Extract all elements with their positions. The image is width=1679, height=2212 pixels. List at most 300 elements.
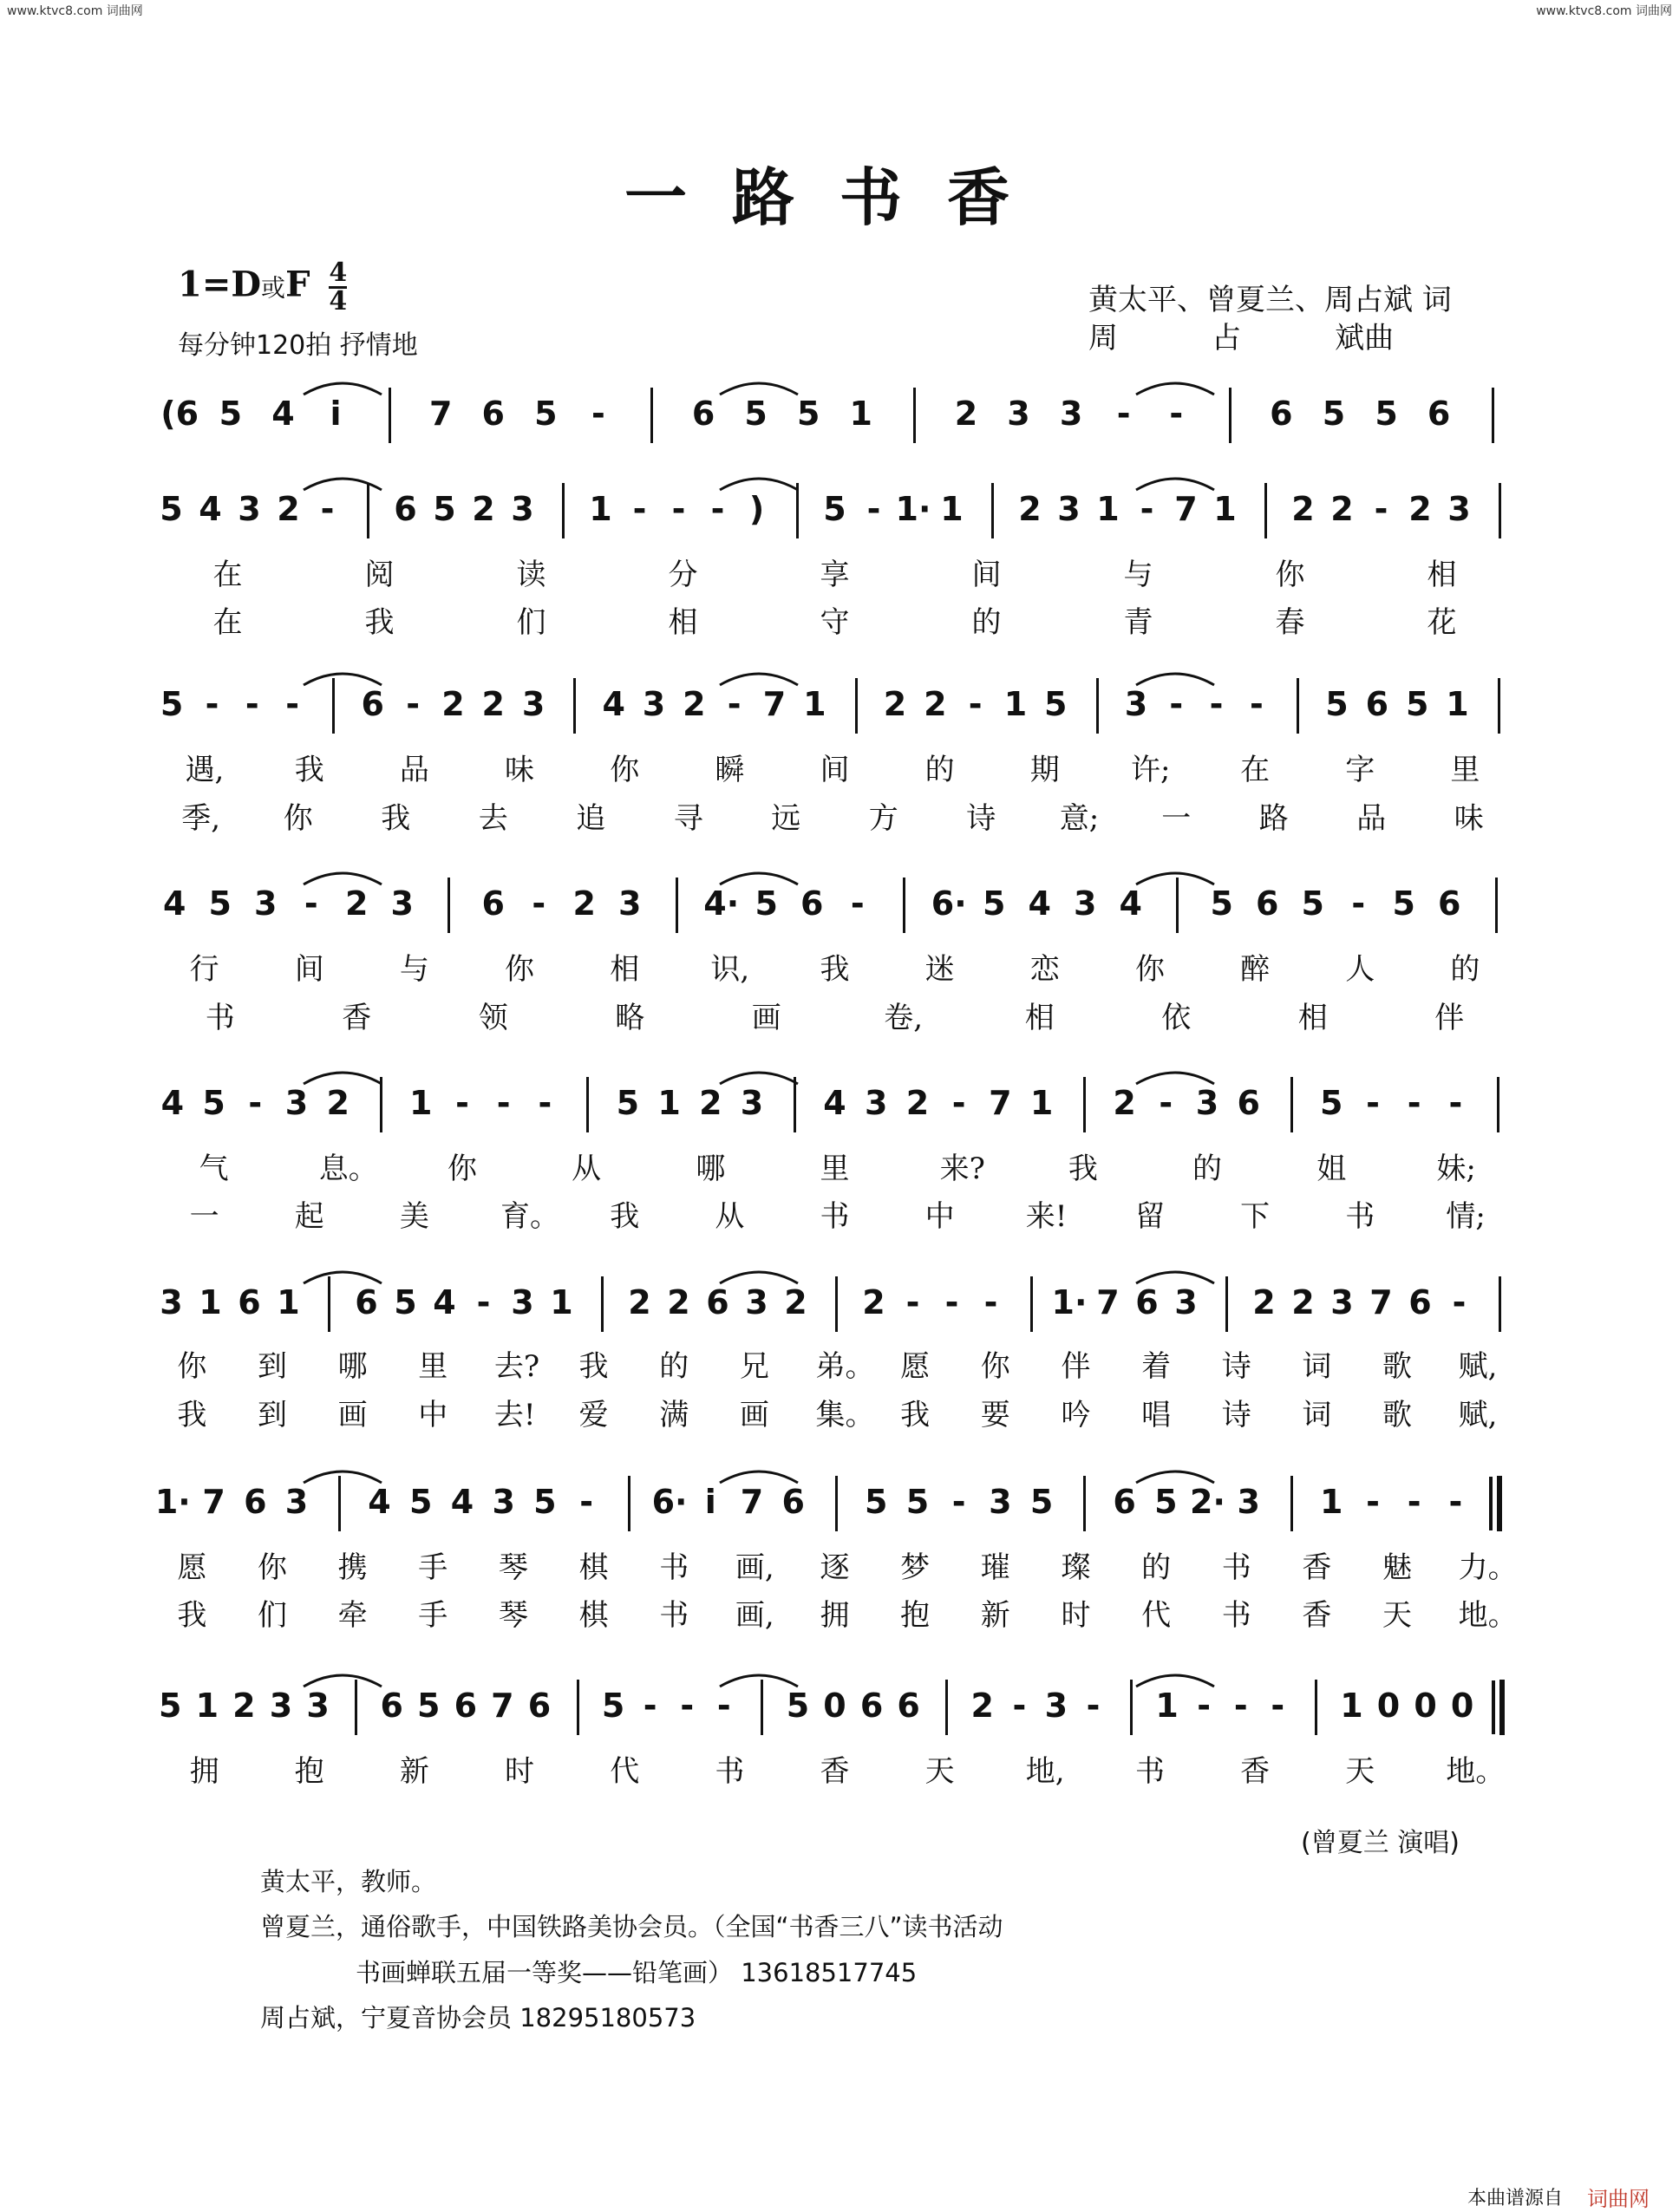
lyric-syllable: 识, bbox=[710, 952, 750, 987]
note: 5 bbox=[533, 1483, 557, 1521]
lyric-syllable: 品 bbox=[399, 753, 429, 787]
lyric-syllable: 我 bbox=[900, 1398, 931, 1432]
lyric-syllable: 一 bbox=[189, 1199, 219, 1234]
lyric-syllable: 赋, bbox=[1458, 1349, 1498, 1384]
lyric-syllable: 春 bbox=[1275, 605, 1305, 640]
lyric-syllable: 青 bbox=[1123, 605, 1153, 640]
lyric-syllable: 来? bbox=[939, 1152, 985, 1186]
note: 5 bbox=[1029, 1483, 1054, 1521]
lyric-syllable: 从 bbox=[572, 1152, 602, 1186]
lyric-syllable: 伴 bbox=[1061, 1349, 1091, 1384]
notation-symbol: - bbox=[538, 1084, 552, 1122]
note: 5 bbox=[983, 884, 1006, 923]
note: 5 bbox=[417, 1687, 441, 1725]
lyric-syllable: 地, bbox=[1025, 1754, 1065, 1789]
lyric-syllable: 人 bbox=[1345, 952, 1375, 987]
lyric-syllable: 拥 bbox=[820, 1598, 850, 1633]
lyric-syllable: 中 bbox=[418, 1398, 448, 1432]
lyric-syllable: 们 bbox=[516, 605, 546, 640]
note: 6 bbox=[1113, 1483, 1136, 1521]
note: 5 bbox=[394, 1283, 417, 1321]
note: 2 bbox=[1330, 490, 1354, 528]
source-label: 本曲谱源自 bbox=[1467, 2188, 1564, 2209]
notation-symbol: - bbox=[1351, 884, 1366, 923]
note: 3 bbox=[989, 1483, 1012, 1521]
lyric-syllable: 美 bbox=[399, 1199, 429, 1234]
watermark-right: www.ktvc8.com 词曲网 bbox=[1536, 4, 1672, 18]
note: 4 bbox=[160, 1084, 185, 1122]
notation-symbol: - bbox=[1366, 1483, 1380, 1521]
note: 5 bbox=[219, 395, 243, 433]
note: 1 bbox=[550, 1283, 573, 1321]
lyric-syllable: 代 bbox=[610, 1754, 640, 1789]
note: 7 bbox=[491, 1687, 514, 1725]
key-alt: F bbox=[285, 264, 310, 305]
lyric-syllable: 姐 bbox=[1316, 1152, 1347, 1186]
notation-symbol: - bbox=[1197, 1687, 1212, 1725]
note: 3 bbox=[740, 1084, 764, 1122]
note: 3 bbox=[511, 1283, 534, 1321]
note: 5 bbox=[408, 1483, 433, 1521]
note: 2 bbox=[441, 685, 465, 723]
notation-symbol: - bbox=[1012, 1687, 1027, 1725]
notation-symbol: - bbox=[245, 685, 259, 723]
lyric-syllable: 相 bbox=[610, 952, 640, 987]
note: 7 bbox=[1174, 490, 1198, 528]
note: 7 bbox=[1096, 1283, 1120, 1321]
lyric-syllable: 魅 bbox=[1382, 1550, 1413, 1585]
note: 2 bbox=[572, 884, 596, 923]
notation-symbol: - bbox=[983, 1283, 998, 1321]
lyric-syllable: 书 bbox=[1221, 1550, 1251, 1585]
lyric-syllable: 我 bbox=[177, 1398, 207, 1432]
slur-marks bbox=[147, 1664, 1535, 1690]
note: 3 bbox=[1074, 884, 1097, 923]
lyric-syllable: 香 bbox=[1302, 1598, 1332, 1633]
lyric-syllable: 来! bbox=[1025, 1199, 1068, 1234]
note: 6 bbox=[394, 490, 417, 528]
note: 4 bbox=[602, 685, 625, 723]
lyric-syllable: 天 bbox=[924, 1754, 955, 1789]
note: 6 bbox=[238, 1283, 261, 1321]
lyric-syllable: 天 bbox=[1382, 1598, 1413, 1633]
lyrics-line bbox=[147, 1145, 1535, 1186]
song-title: 一路书香 bbox=[624, 160, 1055, 234]
notation-symbol: - bbox=[285, 685, 300, 723]
note: 5 bbox=[160, 490, 183, 528]
lyrics-line bbox=[147, 1342, 1535, 1384]
lyric-syllable: 里 bbox=[1450, 753, 1480, 787]
note: 4 bbox=[199, 490, 222, 528]
notation-system bbox=[147, 1687, 1535, 1756]
lyric-syllable: 与 bbox=[1123, 558, 1153, 592]
note: 4 bbox=[271, 395, 295, 433]
note: 2 bbox=[1291, 1283, 1315, 1321]
note: 6 bbox=[691, 395, 715, 433]
lyric-syllable: 地。 bbox=[1458, 1598, 1518, 1633]
lyric-syllable: 集。 bbox=[815, 1398, 875, 1432]
lyric-syllable: 棋 bbox=[578, 1598, 609, 1633]
notation-symbol: - bbox=[320, 490, 335, 528]
tempo-marking: 每分钟120拍 抒情地 bbox=[178, 330, 418, 361]
lyric-syllable: 的 bbox=[971, 605, 1002, 640]
notation-symbol: - bbox=[1169, 395, 1184, 433]
lyric-syllable: 去 bbox=[478, 801, 508, 836]
slur-marks bbox=[147, 862, 1535, 888]
key-signature bbox=[178, 260, 347, 315]
lyric-syllable: 息。 bbox=[318, 1152, 378, 1186]
note: 4· bbox=[703, 884, 740, 923]
lyric-syllable: 下 bbox=[1240, 1199, 1271, 1234]
lyric-syllable: 我 bbox=[820, 952, 850, 987]
key-label: 1=D bbox=[178, 264, 262, 305]
note: 7 bbox=[1369, 1283, 1393, 1321]
lyric-syllable: 一 bbox=[1161, 801, 1192, 836]
note: 6 bbox=[1365, 685, 1389, 723]
note: 3 bbox=[160, 1283, 183, 1321]
notation-symbol: - bbox=[710, 490, 725, 528]
note: 3 bbox=[1059, 395, 1083, 433]
notation-symbol: - bbox=[1374, 490, 1388, 528]
lyric-syllable: 字 bbox=[1345, 753, 1375, 787]
lyric-syllable: 天 bbox=[1345, 1754, 1375, 1789]
lyric-syllable: 相 bbox=[1427, 558, 1457, 592]
note: 5 bbox=[1325, 685, 1349, 723]
note: 7 bbox=[202, 1483, 225, 1521]
note: 3 bbox=[511, 490, 534, 528]
note: 3 bbox=[1237, 1483, 1260, 1521]
note: 5 bbox=[433, 490, 456, 528]
lyric-syllable: 妹; bbox=[1436, 1152, 1476, 1186]
lyrics-line bbox=[147, 1543, 1535, 1585]
lyric-syllable: 携 bbox=[337, 1550, 368, 1585]
note: 3 bbox=[1057, 490, 1081, 528]
note: 6 bbox=[1438, 884, 1461, 923]
lyric-syllable: 书 bbox=[1221, 1598, 1251, 1633]
lyric-syllable: 哪 bbox=[337, 1349, 368, 1384]
footer-line: 书画蝉联五届一等奖——铅笔画） 13618517745 bbox=[356, 1958, 918, 1987]
lyric-syllable: 书 bbox=[820, 1199, 850, 1234]
lyric-syllable: 相 bbox=[1297, 1001, 1328, 1035]
note: 2 bbox=[1408, 490, 1432, 528]
source-brand: 词曲网 bbox=[1587, 2187, 1650, 2211]
lyric-syllable: 许; bbox=[1130, 753, 1171, 787]
notation-symbol: - bbox=[632, 490, 647, 528]
lyric-syllable: 香 bbox=[342, 1001, 372, 1035]
lyric-syllable: 方 bbox=[868, 801, 898, 836]
notation-symbol: - bbox=[1271, 1687, 1285, 1725]
lyric-syllable: 你 bbox=[1275, 558, 1305, 592]
lyric-syllable: 去? bbox=[493, 1349, 540, 1384]
note: 5 bbox=[160, 685, 184, 723]
note: 2 bbox=[472, 490, 495, 528]
lyric-syllable: 到 bbox=[257, 1349, 287, 1384]
lyric-syllable: 在 bbox=[212, 558, 243, 592]
note: 6 bbox=[1237, 1084, 1260, 1122]
note: 1 bbox=[657, 1084, 681, 1122]
notation-symbol: - bbox=[716, 1687, 731, 1725]
lyric-syllable: 你 bbox=[505, 952, 535, 987]
note: 4 bbox=[433, 1283, 456, 1321]
note: 2 bbox=[905, 1084, 930, 1122]
lyric-syllable: 卷, bbox=[884, 1001, 924, 1035]
note: 6 bbox=[355, 1283, 378, 1321]
notation-symbol: - bbox=[1086, 1687, 1101, 1725]
lyric-syllable: 相 bbox=[1024, 1001, 1055, 1035]
lyric-syllable: 中 bbox=[924, 1199, 955, 1234]
lyric-syllable: 的 bbox=[924, 753, 955, 787]
note: 4 bbox=[163, 884, 186, 923]
lyric-syllable: 你 bbox=[257, 1550, 287, 1585]
note: 3 bbox=[864, 1084, 888, 1122]
lyric-syllable: 地。 bbox=[1446, 1754, 1506, 1789]
notation-symbol: - bbox=[476, 1283, 491, 1321]
notation-system bbox=[147, 1483, 1535, 1552]
composer-credit: 周 占 斌曲 bbox=[1088, 321, 1395, 356]
note: 3 bbox=[1447, 490, 1471, 528]
lyric-syllable: 育。 bbox=[500, 1199, 560, 1234]
note: 5 bbox=[601, 1687, 625, 1725]
lyric-syllable: 我 bbox=[294, 753, 324, 787]
lyric-syllable: 间 bbox=[971, 558, 1002, 592]
note: 5 bbox=[1154, 1483, 1178, 1521]
lyric-syllable: 从 bbox=[715, 1199, 745, 1234]
lyric-syllable: 吟 bbox=[1061, 1398, 1091, 1432]
notation-symbol: - bbox=[1448, 1084, 1463, 1122]
notation-symbol: - bbox=[248, 1084, 263, 1122]
note: 6 bbox=[800, 884, 824, 923]
lyric-syllable: 力。 bbox=[1458, 1550, 1518, 1585]
note: 1 bbox=[277, 1283, 300, 1321]
notation-system bbox=[147, 490, 1535, 559]
note: 5 bbox=[1301, 884, 1324, 923]
lyric-syllable: 愿 bbox=[900, 1349, 931, 1384]
note: 2 bbox=[924, 685, 947, 723]
note: 7 bbox=[740, 1483, 764, 1521]
note: 2 bbox=[667, 1283, 690, 1321]
note: 2 bbox=[345, 884, 369, 923]
slur-marks bbox=[147, 1061, 1535, 1087]
time-signature-bottom: 4 bbox=[329, 286, 348, 316]
note: 5 bbox=[202, 1084, 225, 1122]
note: 1 bbox=[849, 395, 872, 433]
note: 6 bbox=[1256, 884, 1279, 923]
notation-symbol: - bbox=[1448, 1483, 1463, 1521]
note: 5 bbox=[1392, 884, 1415, 923]
lyrics-line bbox=[147, 1391, 1535, 1432]
lyric-syllable: 诗 bbox=[966, 801, 996, 836]
notation-symbol: - bbox=[455, 1084, 469, 1122]
notation-symbol: - bbox=[1169, 685, 1184, 723]
note: 3 bbox=[390, 884, 414, 923]
notation-symbol: - bbox=[905, 1283, 920, 1321]
note: 3 bbox=[254, 884, 278, 923]
lyric-syllable: 醉 bbox=[1240, 952, 1271, 987]
note: 4 bbox=[1119, 884, 1142, 923]
lyric-syllable: 我 bbox=[364, 605, 395, 640]
lyric-syllable: 在 bbox=[212, 605, 243, 640]
note: 6 bbox=[1135, 1283, 1159, 1321]
note: 6 bbox=[1408, 1283, 1432, 1321]
note: 5 bbox=[1210, 884, 1233, 923]
note: 2· bbox=[1190, 1483, 1225, 1521]
lyric-syllable: 画 bbox=[739, 1398, 769, 1432]
lyric-syllable: 与 bbox=[399, 952, 429, 987]
lyric-syllable: 的 bbox=[1141, 1550, 1172, 1585]
notation-symbol: - bbox=[944, 1283, 959, 1321]
lyric-syllable: 相 bbox=[668, 605, 698, 640]
note: 2 bbox=[1252, 1283, 1276, 1321]
note: 1 bbox=[1319, 1483, 1343, 1521]
lyric-syllable: 琴 bbox=[498, 1550, 528, 1585]
notation-symbol: - bbox=[304, 884, 318, 923]
notation-symbol: - bbox=[205, 685, 219, 723]
lyric-syllable: 诗 bbox=[1221, 1398, 1251, 1432]
notation-symbol: - bbox=[850, 884, 865, 923]
note: 1 bbox=[1155, 1687, 1179, 1725]
lyric-syllable: 留 bbox=[1134, 1199, 1165, 1234]
lyric-syllable: 书 bbox=[1345, 1199, 1375, 1234]
lyric-syllable: 期 bbox=[1029, 753, 1060, 787]
note: 1 bbox=[589, 490, 612, 528]
lyric-syllable: 手 bbox=[418, 1550, 448, 1585]
note: 2 bbox=[326, 1084, 350, 1122]
note: 3 bbox=[618, 884, 642, 923]
note: 7 bbox=[989, 1084, 1012, 1122]
note: 2 bbox=[862, 1283, 885, 1321]
note: 7 bbox=[428, 395, 453, 433]
lyric-syllable: 味 bbox=[1454, 801, 1484, 836]
note: 5 bbox=[1375, 395, 1398, 433]
notation-symbol: - bbox=[671, 490, 686, 528]
notation-system bbox=[147, 1084, 1535, 1153]
lyric-syllable: 弟。 bbox=[815, 1349, 875, 1384]
note: 6 bbox=[859, 1687, 884, 1725]
note: 0 bbox=[1414, 1687, 1437, 1725]
lyric-syllable: 守 bbox=[820, 605, 850, 640]
lyric-syllable: 间 bbox=[820, 753, 850, 787]
lyric-syllable: 你 bbox=[283, 801, 313, 836]
note: 3 bbox=[1195, 1084, 1219, 1122]
lyricist-credit: 黄太平、曾夏兰、周占斌 词 bbox=[1088, 283, 1452, 317]
lyric-syllable: 兄 bbox=[739, 1349, 769, 1384]
time-signature bbox=[329, 260, 347, 315]
notation-symbol: - bbox=[496, 1084, 511, 1122]
lyrics-line bbox=[147, 1747, 1535, 1789]
notation-symbol: - bbox=[1209, 685, 1224, 723]
note: 5 bbox=[1319, 1084, 1343, 1122]
lyric-syllable: 分 bbox=[668, 558, 698, 592]
lyric-syllable: 略 bbox=[615, 1001, 645, 1035]
note: 3 bbox=[1007, 395, 1030, 433]
lyric-syllable: 书 bbox=[659, 1550, 689, 1585]
lyric-syllable: 遇, bbox=[185, 753, 225, 787]
note: i bbox=[704, 1483, 716, 1521]
note: 1 bbox=[408, 1084, 433, 1122]
note: 2 bbox=[481, 685, 505, 723]
lyric-syllable: 起 bbox=[294, 1199, 324, 1234]
lyric-syllable: 抱 bbox=[294, 1754, 324, 1789]
lyric-syllable: 香 bbox=[820, 1754, 850, 1789]
lyric-syllable: 着 bbox=[1141, 1349, 1172, 1384]
lyric-syllable: 词 bbox=[1302, 1398, 1332, 1432]
note: 5 bbox=[796, 395, 820, 433]
notation-system bbox=[147, 685, 1535, 754]
lyric-syllable: 的 bbox=[659, 1349, 689, 1384]
note: 3 bbox=[238, 490, 261, 528]
notation-symbol: - bbox=[643, 1687, 657, 1725]
lyric-syllable: 画 bbox=[337, 1398, 368, 1432]
slur-marks bbox=[147, 662, 1535, 688]
lyric-syllable: 阅 bbox=[364, 558, 395, 592]
note: 3 bbox=[1124, 685, 1148, 723]
lyric-syllable: 远 bbox=[771, 801, 801, 836]
note: 5 bbox=[1405, 685, 1429, 723]
lyric-syllable: 时 bbox=[1061, 1598, 1091, 1633]
slur-marks bbox=[147, 372, 1535, 398]
note: i bbox=[330, 395, 342, 433]
note: 6 bbox=[481, 884, 505, 923]
lyric-syllable: 们 bbox=[257, 1598, 287, 1633]
notation-symbol: - bbox=[951, 1483, 966, 1521]
lyric-syllable: 你 bbox=[447, 1152, 477, 1186]
lyric-syllable: 手 bbox=[418, 1598, 448, 1633]
lyric-syllable: 里 bbox=[820, 1152, 850, 1186]
slur-marks bbox=[147, 1460, 1535, 1486]
notation-symbol: - bbox=[1159, 1084, 1173, 1122]
lyric-syllable: 气 bbox=[199, 1152, 229, 1186]
note: 6 bbox=[897, 1687, 920, 1725]
note: 1 bbox=[1446, 685, 1469, 723]
lyric-syllable: 恋 bbox=[1029, 952, 1060, 987]
note: 5 bbox=[905, 1483, 930, 1521]
lyric-syllable: 你 bbox=[980, 1349, 1010, 1384]
lyric-syllable: 抱 bbox=[900, 1598, 931, 1633]
lyric-syllable: 画, bbox=[735, 1550, 774, 1585]
lyric-syllable: 书 bbox=[1134, 1754, 1165, 1789]
lyric-syllable: 书 bbox=[205, 1001, 235, 1035]
lyric-syllable: 牵 bbox=[337, 1598, 368, 1633]
lyrics-line bbox=[147, 945, 1535, 987]
note: 5 bbox=[864, 1483, 888, 1521]
lyric-syllable: 意; bbox=[1059, 801, 1100, 836]
note: 1· bbox=[1051, 1283, 1088, 1321]
footer-line: 周占斌，宁夏音协会员 18295180573 bbox=[260, 2003, 696, 2033]
note: 0 bbox=[823, 1687, 846, 1725]
notation-system bbox=[147, 884, 1535, 954]
note: 5 bbox=[1322, 395, 1346, 433]
lyric-syllable: 我 bbox=[1068, 1152, 1098, 1186]
note: 3 bbox=[1174, 1283, 1198, 1321]
lyric-syllable: 你 bbox=[177, 1349, 207, 1384]
footer-line: 曾夏兰，通俗歌手，中国铁路美协会员。（全国“书香三八”读书活动 bbox=[260, 1912, 1003, 1941]
lyric-syllable: 行 bbox=[189, 952, 219, 987]
lyrics-line bbox=[147, 551, 1535, 592]
notation-symbol: - bbox=[727, 685, 742, 723]
lyrics-line bbox=[147, 994, 1535, 1035]
note: 3 bbox=[284, 1483, 309, 1521]
note: 5 bbox=[786, 1687, 810, 1725]
lyric-syllable: 我 bbox=[381, 801, 411, 836]
note: 2 bbox=[970, 1687, 994, 1725]
note: 4 bbox=[1028, 884, 1051, 923]
lyric-syllable: 领 bbox=[478, 1001, 508, 1035]
notation-symbol: (6 bbox=[160, 395, 199, 433]
lyric-syllable: 词 bbox=[1302, 1349, 1332, 1384]
note: 3 bbox=[521, 685, 546, 723]
lyric-syllable: 读 bbox=[516, 558, 546, 592]
lyric-syllable: 去! bbox=[493, 1398, 536, 1432]
